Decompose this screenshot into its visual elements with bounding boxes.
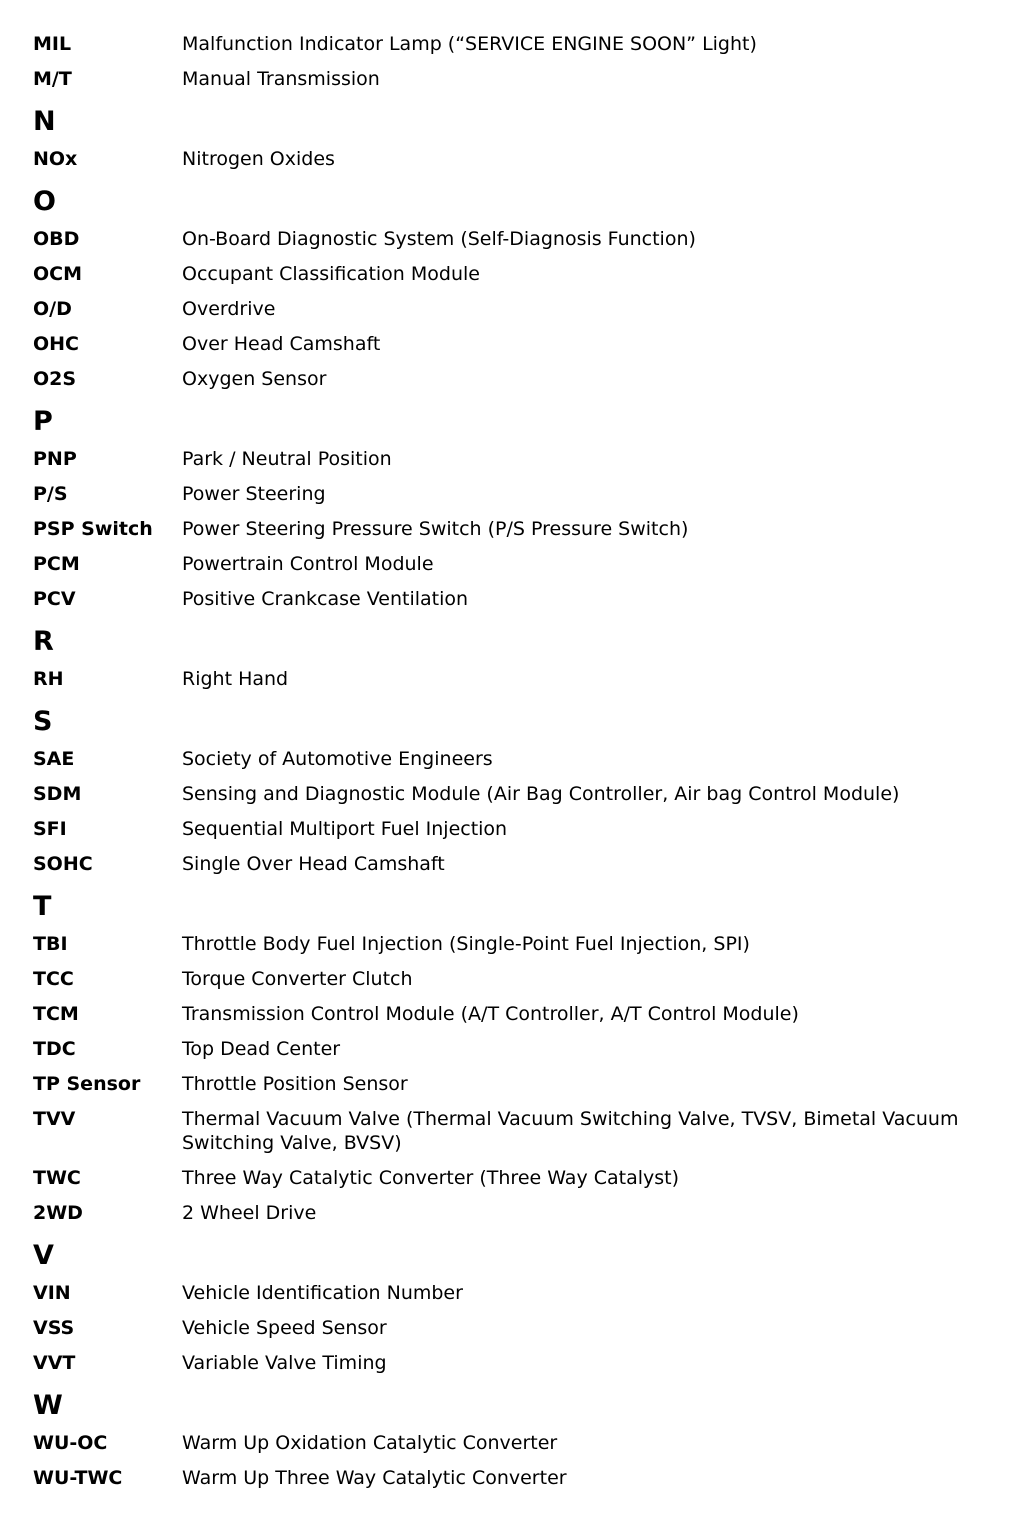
section-letter-heading: O (33, 186, 56, 217)
glossary-section (33, 182, 1024, 402)
entry-abbreviation: PCV (33, 588, 76, 610)
entry-abbreviation: VIN (33, 1282, 71, 1304)
glossary-entry (33, 297, 1024, 332)
entry-definition: Society of Automotive Engineers (182, 748, 493, 770)
entry-abbreviation: TCC (33, 968, 74, 990)
entry-abbreviation: OCM (33, 263, 83, 285)
entry-definition: Three Way Catalytic Converter (Three Way Catalyst) (182, 1167, 680, 1189)
entry-abbreviation: O/D (33, 298, 72, 320)
entry-definition: Overdrive (182, 298, 276, 320)
glossary-entry (33, 1037, 1024, 1072)
entry-abbreviation: TP Sensor (33, 1073, 141, 1095)
glossary-section (33, 1386, 1024, 1501)
glossary-entry (33, 262, 1024, 297)
entry-definition: Torque Converter Clutch (182, 968, 413, 990)
entry-definition: Occupant Classification Module (182, 263, 480, 285)
entry-definition: Single Over Head Camshaft (182, 853, 445, 875)
glossary-entry (33, 1466, 1024, 1501)
glossary-section (33, 32, 1024, 102)
entry-definition: 2 Wheel Drive (182, 1202, 317, 1224)
glossary-entry (33, 227, 1024, 262)
entry-definition: Top Dead Center (182, 1038, 341, 1060)
entry-abbreviation: PNP (33, 448, 77, 470)
entry-abbreviation: OBD (33, 228, 80, 250)
glossary-entry (33, 852, 1024, 887)
glossary-section (33, 102, 1024, 182)
entry-definition: Positive Crankcase Ventilation (182, 588, 469, 610)
entry-definition: Right Hand (182, 668, 289, 690)
entry-abbreviation: MIL (33, 33, 72, 55)
entry-abbreviation: TWC (33, 1167, 81, 1189)
entry-abbreviation: SOHC (33, 853, 93, 875)
section-letter-heading: T (33, 891, 52, 922)
entry-definition: Sensing and Diagnostic Module (Air Bag Controller, Air bag Control Module) (182, 783, 900, 805)
glossary-entry (33, 1002, 1024, 1037)
entry-abbreviation: SDM (33, 783, 82, 805)
entry-definition: Throttle Body Fuel Injection (Single-Point Fuel Injection, SPI) (182, 933, 750, 955)
glossary-entry (33, 1201, 1024, 1236)
entry-definition: Sequential Multiport Fuel Injection (182, 818, 508, 840)
glossary-entry (33, 1281, 1024, 1316)
entry-abbreviation: SAE (33, 748, 75, 770)
glossary-entry (33, 747, 1024, 782)
glossary-section (33, 1236, 1024, 1386)
glossary-entry (33, 332, 1024, 367)
entry-definition: Manual Transmission (182, 68, 380, 90)
glossary-entry (33, 667, 1024, 702)
entry-abbreviation: 2WD (33, 1202, 83, 1224)
glossary-entry (33, 552, 1024, 587)
entry-abbreviation: OHC (33, 333, 79, 355)
glossary-entry (33, 447, 1024, 482)
entry-definition: Throttle Position Sensor (182, 1073, 408, 1095)
glossary-entry (33, 1316, 1024, 1351)
entry-definition: Warm Up Three Way Catalytic Converter (182, 1467, 567, 1489)
entry-definition: Over Head Camshaft (182, 333, 381, 355)
entry-definition: Warm Up Oxidation Catalytic Converter (182, 1432, 558, 1454)
entry-definition: Vehicle Identification Number (182, 1282, 463, 1304)
glossary-entry (33, 587, 1024, 622)
entry-definition: Malfunction Indicator Lamp (“SERVICE ENGINE SOON” Light) (182, 33, 757, 55)
glossary-entry (33, 1072, 1024, 1107)
entry-definition: Variable Valve Timing (182, 1352, 387, 1374)
section-letter-heading: R (33, 626, 54, 657)
entry-definition: Power Steering Pressure Switch (P/S Pressure Switch) (182, 518, 689, 540)
glossary-entry (33, 817, 1024, 852)
entry-abbreviation: PCM (33, 553, 80, 575)
section-letter-heading: V (33, 1240, 54, 1271)
entry-abbreviation: TVV (33, 1108, 76, 1130)
entry-abbreviation: TBI (33, 933, 68, 955)
entry-definition: Powertrain Control Module (182, 553, 434, 575)
entry-definition: Park / Neutral Position (182, 448, 392, 470)
glossary-entry (33, 32, 1024, 67)
glossary-entry (33, 147, 1024, 182)
entry-definition: Vehicle Speed Sensor (182, 1317, 387, 1339)
glossary-entry (33, 517, 1024, 552)
entry-definition: Transmission Control Module (A/T Controller, A/T Control Module) (182, 1003, 799, 1025)
section-letter-heading: W (33, 1390, 63, 1421)
glossary-entry (33, 1351, 1024, 1386)
section-letter-heading: S (33, 706, 53, 737)
glossary-section (33, 402, 1024, 622)
glossary-section (33, 702, 1024, 887)
entry-abbreviation: WU-OC (33, 1432, 108, 1454)
glossary-entry (33, 1107, 1024, 1166)
entry-abbreviation: TDC (33, 1038, 76, 1060)
entry-abbreviation: TCM (33, 1003, 79, 1025)
glossary-section (33, 887, 1024, 1236)
entry-abbreviation: PSP Switch (33, 518, 153, 540)
glossary-entry (33, 367, 1024, 402)
glossary-entry (33, 932, 1024, 967)
entry-abbreviation: VVT (33, 1352, 76, 1374)
glossary-entry (33, 67, 1024, 102)
entry-abbreviation: O2S (33, 368, 77, 390)
entry-abbreviation: RH (33, 668, 64, 690)
glossary-entry (33, 482, 1024, 517)
entry-abbreviation: SFI (33, 818, 67, 840)
entry-definition: Thermal Vacuum Valve (Thermal Vacuum Switching Valve, TVSV, Bimetal Vacuum Switching Valve, BVSV) (182, 1108, 959, 1154)
glossary-entry (33, 967, 1024, 1002)
entry-definition: Power Steering (182, 483, 326, 505)
entry-definition: Oxygen Sensor (182, 368, 327, 390)
section-letter-heading: N (33, 106, 56, 137)
entry-definition: Nitrogen Oxides (182, 148, 335, 170)
entry-abbreviation: NOx (33, 148, 78, 170)
entry-abbreviation: M/T (33, 68, 72, 90)
glossary-section (33, 622, 1024, 702)
glossary-entry (33, 1166, 1024, 1201)
entry-definition: On-Board Diagnostic System (Self-Diagnosis Function) (182, 228, 696, 250)
entry-abbreviation: WU-TWC (33, 1467, 123, 1489)
glossary-entry (33, 1431, 1024, 1466)
section-letter-heading: P (33, 406, 53, 437)
glossary-entry (33, 782, 1024, 817)
entry-abbreviation: VSS (33, 1317, 75, 1339)
entry-abbreviation: P/S (33, 483, 68, 505)
